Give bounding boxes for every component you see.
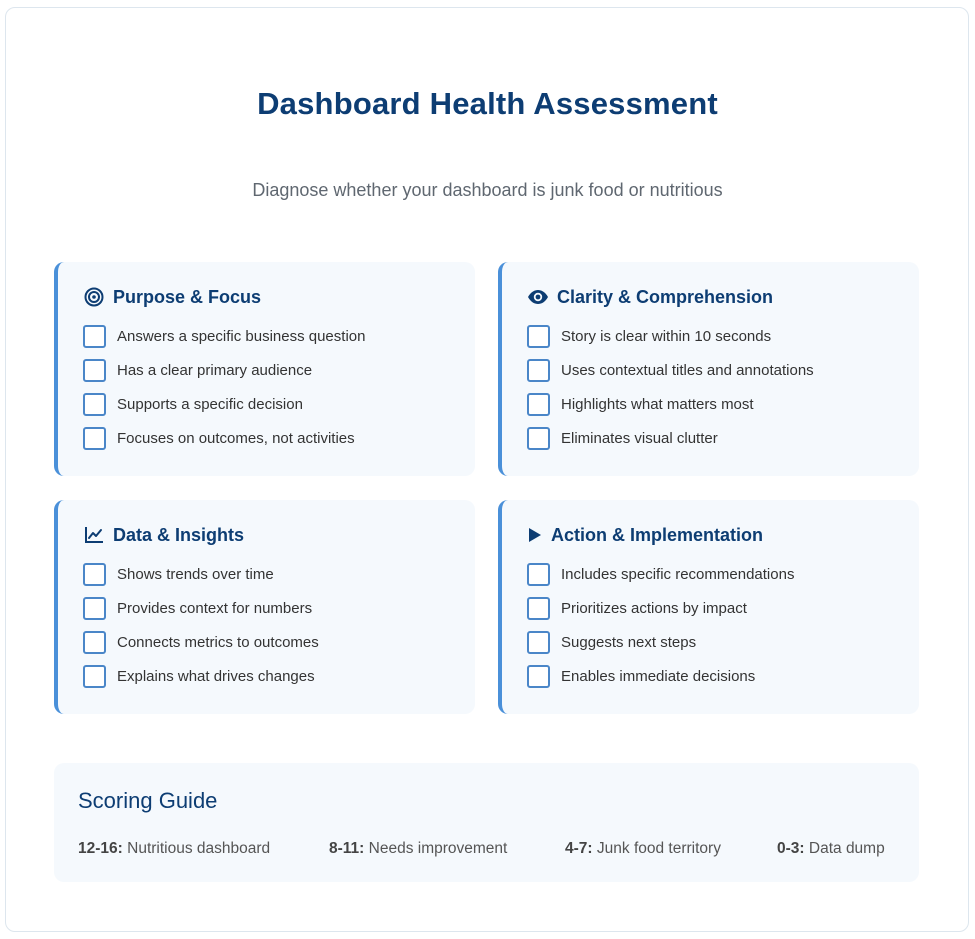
checkbox[interactable]: [83, 393, 106, 416]
checklist-item[interactable]: [83, 387, 475, 421]
checkbox[interactable]: [83, 597, 106, 620]
checkbox[interactable]: [527, 563, 550, 586]
checklist-item[interactable]: [83, 353, 475, 387]
checklist-item[interactable]: [527, 387, 919, 421]
scoring-guide: [54, 763, 919, 882]
checklist-item-label: Has a clear primary audience: [117, 361, 313, 379]
checklist-item[interactable]: [527, 625, 919, 659]
checkbox[interactable]: [83, 427, 106, 450]
checklist-item[interactable]: [527, 421, 919, 455]
score-range: 12-16:: [78, 840, 123, 857]
checklist-item-label: Provides context for numbers: [117, 599, 313, 617]
checkbox[interactable]: [527, 631, 550, 654]
checklist-item[interactable]: [527, 353, 919, 387]
checklist-item[interactable]: [83, 421, 475, 455]
section-title: Data & Insights: [113, 524, 245, 545]
line-chart-icon: [83, 524, 105, 546]
checklist-item-label: Prioritizes actions by impact: [561, 599, 747, 617]
score-label: Nutritious dashboard: [127, 840, 271, 857]
checklist-item[interactable]: [83, 591, 475, 625]
checkbox[interactable]: [83, 631, 106, 654]
checklist-item-label: Includes specific recommendations: [561, 565, 795, 583]
checklist-item-label: Eliminates visual clutter: [561, 429, 718, 447]
target-icon: [83, 286, 105, 308]
checkbox[interactable]: [527, 393, 550, 416]
section-purpose-focus: [54, 262, 475, 476]
eye-icon: [527, 286, 549, 308]
checkbox[interactable]: [527, 325, 550, 348]
checklist-item-label: Supports a specific decision: [117, 395, 303, 413]
checklist-item[interactable]: [527, 659, 919, 693]
page-subtitle: Diagnose whether your dashboard is junk food or nutritious: [252, 180, 723, 200]
score-range: 0-3:: [777, 840, 805, 857]
checklist-item[interactable]: [83, 319, 475, 353]
checklist-item[interactable]: [527, 319, 919, 353]
score-level: [329, 840, 507, 858]
checklist-item[interactable]: [527, 557, 919, 591]
checklist-item-label: Suggests next steps: [561, 633, 697, 651]
section-title: Purpose & Focus: [113, 286, 262, 307]
checkbox[interactable]: [83, 359, 106, 382]
scoring-guide-title: Scoring Guide: [78, 788, 218, 813]
checkbox[interactable]: [83, 325, 106, 348]
checkbox[interactable]: [83, 563, 106, 586]
checkbox[interactable]: [83, 665, 106, 688]
section-action-implementation: [498, 500, 919, 714]
section-title: Action & Implementation: [551, 524, 764, 545]
score-label: Junk food territory: [596, 840, 721, 857]
checklist-item[interactable]: [527, 591, 919, 625]
section-data-insights: [54, 500, 475, 714]
checklist-item-label: Answers a specific business question: [117, 327, 366, 345]
checklist-item-label: Story is clear within 10 seconds: [561, 327, 772, 345]
checklist-item[interactable]: [83, 557, 475, 591]
section-clarity-comprehension: [498, 262, 919, 476]
checklist-item-label: Highlights what matters most: [561, 395, 754, 413]
score-level: [78, 840, 270, 858]
checklist-item-label: Uses contextual titles and annotations: [561, 361, 814, 379]
score-range: 8-11:: [329, 840, 365, 857]
score-range: 4-7:: [565, 840, 593, 857]
checklist-item-label: Connects metrics to outcomes: [117, 633, 319, 651]
checkbox[interactable]: [527, 597, 550, 620]
checklist-item-label: Shows trends over time: [117, 565, 274, 583]
score-level: [565, 840, 721, 858]
score-label: Data dump: [808, 840, 885, 857]
play-icon: [527, 524, 543, 546]
checkbox[interactable]: [527, 427, 550, 450]
score-level: [777, 840, 885, 858]
checklist-item-label: Explains what drives changes: [117, 667, 315, 685]
section-title: Clarity & Comprehension: [557, 286, 774, 307]
checkbox[interactable]: [527, 359, 550, 382]
checklist-item-label: Focuses on outcomes, not activities: [117, 429, 355, 447]
checkbox[interactable]: [527, 665, 550, 688]
checklist-item[interactable]: [83, 625, 475, 659]
checklist-item-label: Enables immediate decisions: [561, 667, 756, 685]
score-label: Needs improvement: [368, 840, 508, 857]
page-title: Dashboard Health Assessment: [257, 86, 718, 121]
checklist-item[interactable]: [83, 659, 475, 693]
